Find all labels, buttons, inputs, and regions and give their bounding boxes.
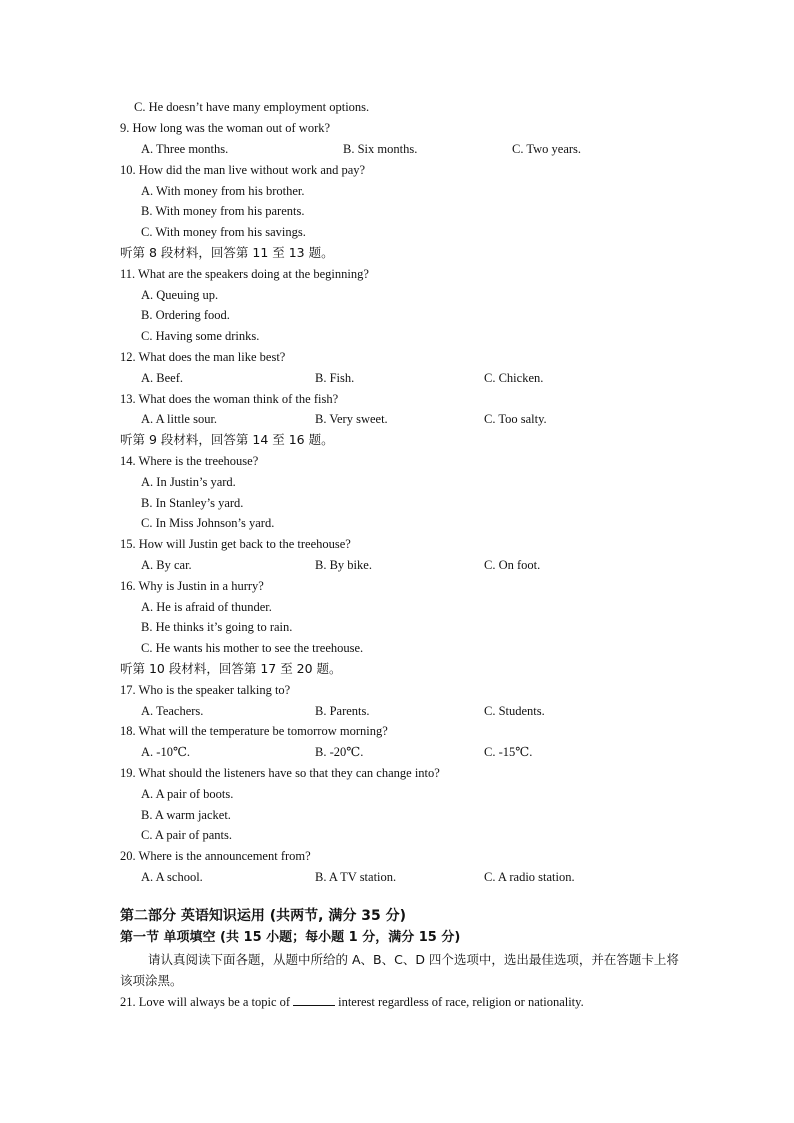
q11-option-c: C. Having some drinks. [141, 329, 260, 343]
q12-option-a: A. Beef. [141, 371, 183, 385]
q10-option-c: C. With money from his savings. [141, 225, 306, 239]
q16-option-a: A. He is afraid of thunder. [141, 600, 272, 614]
section-intro-8: 听第 8 段材料，回答第 11 至 13 题。 [120, 245, 334, 260]
section-intro-10: 听第 10 段材料，回答第 17 至 20 题。 [120, 661, 342, 676]
q15-option-c: C. On foot. [484, 558, 541, 572]
q9-option-b: B. Six months. [343, 142, 418, 156]
q15-option-a: A. By car. [141, 558, 192, 572]
section-instructions: 请认真阅读下面各题，从题中所给的 A、B、C、D 四个选项中，选出最佳选项，并在答题卡上将该项涂黑。 [120, 952, 679, 988]
q8-option-c: C. He doesn’t have many employment options. [134, 100, 370, 114]
q21-text-after: interest regardless of race, religion or nationality. [338, 995, 584, 1009]
question-10: 10. How did the man live without work and pay? [120, 163, 366, 177]
q12-option-c: C. Chicken. [484, 371, 544, 385]
question-20: 20. Where is the announcement from? [120, 849, 311, 863]
question-9: 9. How long was the woman out of work? [120, 121, 331, 135]
q14-option-c: C. In Miss Johnson’s yard. [141, 516, 275, 530]
q19-option-c: C. A pair of pants. [141, 828, 232, 842]
q12-option-b: B. Fish. [315, 371, 355, 385]
q14-option-b: B. In Stanley’s yard. [141, 496, 244, 510]
q15-option-b: B. By bike. [315, 558, 372, 572]
q19-option-a: A. A pair of boots. [141, 787, 234, 801]
section-one-heading: 第一节 单项填空 (共 15 小题；每小题 1 分，满分 15 分) [120, 930, 461, 945]
q11-option-a: A. Queuing up. [141, 288, 219, 302]
question-19: 19. What should the listeners have so that they can change into? [120, 766, 440, 780]
question-11: 11. What are the speakers doing at the beginning? [120, 267, 369, 281]
question-17: 17. Who is the speaker talking to? [120, 683, 291, 697]
question-18: 18. What will the temperature be tomorrow morning? [120, 724, 388, 738]
q18-option-b: B. -20℃. [315, 745, 364, 759]
q9-option-a: A. Three months. [141, 142, 229, 156]
q20-option-b: B. A TV station. [315, 870, 397, 884]
q10-option-a: A. With money from his brother. [141, 184, 305, 198]
q21-text-before: 21. Love will always be a topic of [120, 995, 291, 1009]
q10-option-b: B. With money from his parents. [141, 204, 305, 218]
q17-option-c: C. Students. [484, 704, 545, 718]
q13-option-b: B. Very sweet. [315, 412, 388, 426]
q19-option-b: B. A warm jacket. [141, 808, 231, 822]
part-two-heading: 第二部分 英语知识运用 (共两节, 满分 35 分) [120, 908, 406, 924]
question-15: 15. How will Justin get back to the treehouse? [120, 537, 351, 551]
q17-option-a: A. Teachers. [141, 704, 204, 718]
q9-option-c: C. Two years. [512, 142, 582, 156]
answer-blank [293, 994, 335, 1006]
q17-option-b: B. Parents. [315, 704, 370, 718]
question-21 [120, 994, 584, 1010]
question-14: 14. Where is the treehouse? [120, 454, 259, 468]
q13-option-a: A. A little sour. [141, 412, 218, 426]
q13-option-c: C. Too salty. [484, 412, 547, 426]
q20-option-a: A. A school. [141, 870, 203, 884]
question-12: 12. What does the man like best? [120, 350, 286, 364]
question-13: 13. What does the woman think of the fish? [120, 392, 339, 406]
q18-option-c: C. -15℃. [484, 745, 533, 759]
q20-option-c: C. A radio station. [484, 870, 575, 884]
q14-option-a: A. In Justin’s yard. [141, 475, 236, 489]
q16-option-b: B. He thinks it’s going to rain. [141, 620, 293, 634]
question-16: 16. Why is Justin in a hurry? [120, 579, 264, 593]
q18-option-a: A. -10℃. [141, 745, 191, 759]
section-intro-9: 听第 9 段材料，回答第 14 至 16 题。 [120, 432, 334, 447]
q11-option-b: B. Ordering food. [141, 308, 230, 322]
q16-option-c: C. He wants his mother to see the treehouse. [141, 641, 364, 655]
